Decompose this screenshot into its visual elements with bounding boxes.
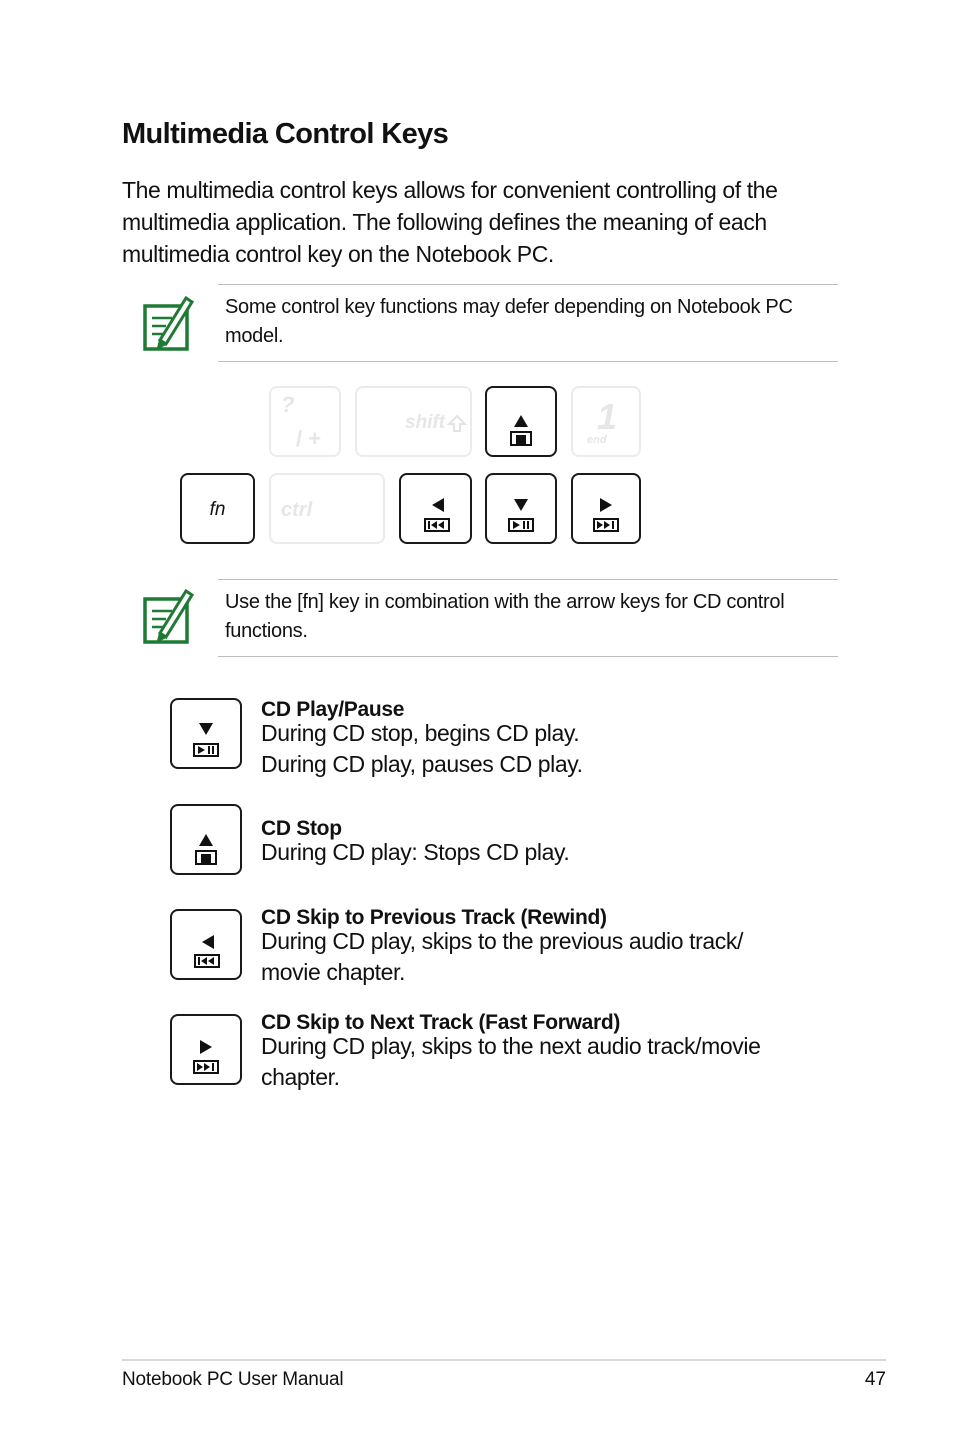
shift-label: shift	[405, 412, 446, 433]
note-pencil-icon	[142, 292, 194, 352]
function-item-play-pause	[170, 698, 850, 778]
up-stop-key	[485, 386, 557, 457]
rewind-key	[170, 909, 242, 980]
rewind-key-icon	[401, 475, 470, 542]
fast-forward-key	[170, 1014, 242, 1085]
intro-paragraph: The multimedia control keys allows for convenient controlling of the multimedia application. The following defines the meaning of each multimedia control key on the Notebook PC.	[122, 177, 778, 267]
ctrl-key	[269, 473, 385, 544]
function-description: During CD stop, begins CD play. During CD play, pauses CD play.	[261, 720, 583, 777]
fn-label: fn	[209, 499, 226, 520]
function-description: During CD play, skips to the next audio track/movie chapter.	[261, 1033, 761, 1090]
function-description: During CD play, skips to the previous audio track/ movie chapter.	[261, 928, 743, 985]
function-item-rewind	[170, 906, 850, 986]
one-label: 1	[597, 396, 618, 437]
page-number: 47	[864, 1369, 886, 1390]
note-box-2	[218, 579, 838, 657]
stop-key-icon	[172, 806, 240, 873]
rewind-key-icon	[172, 911, 240, 978]
stop-key	[170, 804, 242, 875]
ctrl-label: ctrl	[281, 499, 313, 521]
question-mark-label: ?	[281, 392, 295, 417]
footer-manual-title: Notebook PC User Manual	[122, 1369, 344, 1390]
function-description: During CD play: Stops CD play.	[261, 839, 570, 865]
fn-key	[180, 473, 255, 544]
page-title: Multimedia Control Keys	[122, 118, 449, 150]
one-end-key	[571, 386, 641, 457]
fast-forward-key-icon	[172, 1016, 240, 1083]
function-title: CD Skip to Next Track (Fast Forward)	[261, 1011, 621, 1034]
down-play-pause-key	[485, 473, 557, 544]
right-fast-forward-key	[571, 473, 641, 544]
play-pause-key-icon	[487, 475, 555, 542]
shift-key	[355, 386, 472, 457]
left-rewind-key	[399, 473, 472, 544]
end-label: end	[587, 434, 607, 446]
slash-plus-label: / +	[296, 426, 322, 451]
footer-divider	[122, 1359, 886, 1361]
stop-key-icon	[487, 388, 555, 455]
note-text-2: Use the [fn] key in combination with the arrow keys for CD control functions.	[225, 591, 785, 642]
play-pause-key	[170, 698, 242, 769]
function-title: CD Play/Pause	[261, 698, 405, 721]
question-slash-key	[269, 386, 341, 457]
fast-forward-key-icon	[573, 475, 639, 542]
note-box-1	[218, 284, 838, 362]
shift-arrow-icon	[447, 414, 467, 434]
function-item-fast-forward	[170, 1011, 850, 1091]
note-text-1: Some control key functions may defer depending on Notebook PC model.	[225, 296, 793, 347]
function-title: CD Skip to Previous Track (Rewind)	[261, 906, 607, 929]
function-title: CD Stop	[261, 817, 342, 840]
play-pause-key-icon	[172, 700, 240, 767]
function-item-stop	[170, 804, 850, 879]
note-pencil-icon	[142, 585, 194, 645]
